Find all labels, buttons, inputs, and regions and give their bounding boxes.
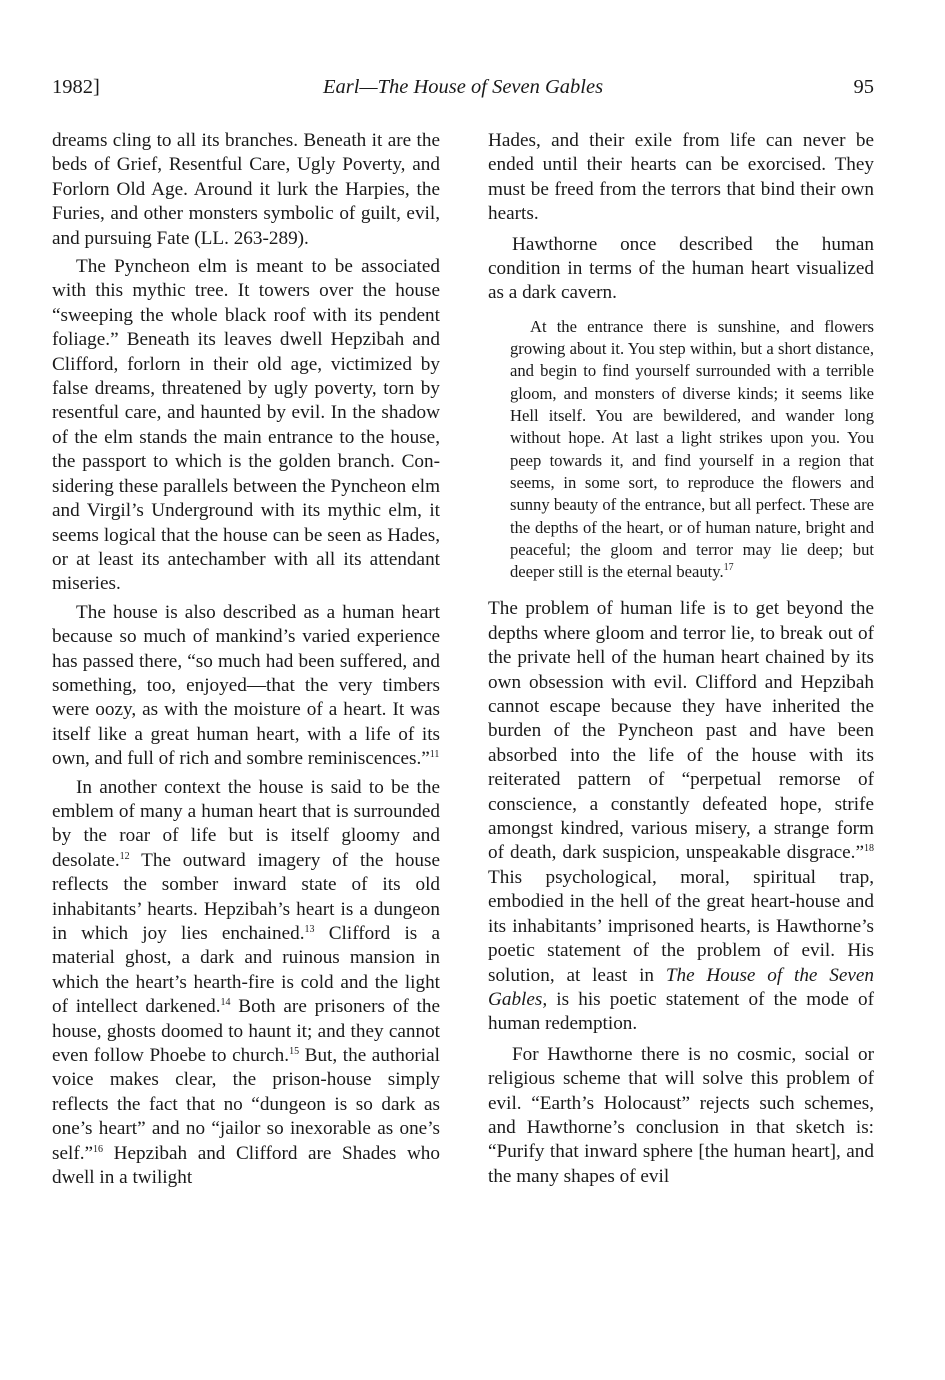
paragraph-pyncheon-elm: The Pyncheon elm is meant to be associated with this mythic tree. It towers over the house “sweeping the whole black roof with its pendent foliage.” Beneath its leaves dwell Hepzibah and Clifford, forlorn in their old age, victimized by false dreams, threatened by ugly poverty, torn by resentful care, and haunted by evil. In the shadow of the elm stands the main entrance to the house, the passport to which is the golden branch. Considering these parallels between the Pyncheon elm and Virgil’s Underground with its mythic elm, it seems logical that the house can be seen as Hades, or at least its antechamber with all its attendant miseries. xyxy=(52,256,440,595)
block-quotation xyxy=(510,316,874,584)
footnote-ref-17: 17 xyxy=(723,562,734,574)
paragraph-text: The house is also described as a human heart because so much of mankind’s varied experience has passed there, “so much had been suffered, and something, too, enjoyed—that the very timbers were oozy, as with the moisture of a heart. It was itself like a great human heart, with a life of its own, and full of rich and sombre reminiscences.” xyxy=(52,601,440,770)
page-number: 95 xyxy=(853,76,874,98)
paragraph-text: Both are prisoners of the house, ghosts doomed to haunt it; and they cannot even follow Phoebe to church. xyxy=(52,996,440,1067)
paragraph-text: The problem of human life is to get beyond the depths where gloom and terror lie, to break out of the private hell of the human heart chained by its own obsession with evil. Clifford and Hepzibah cannot escape because they have inherited the burden of the Pyncheon past and have been absorbed into the life of the house with its reiterated pattern of “perpetual remorse of conscience, a constantly defeated hope, strife amongst kindred, various misery, a strange form of death, dark suspicion, unspeakable disgrace.” xyxy=(488,598,874,864)
footnote-ref-16: 16 xyxy=(93,1143,104,1155)
paragraph-text: The outward imagery of the house reflects the somber inward state of its old inhabitants’ hearts. Hepzibah’s heart is a dungeon in which joy lies enchained. xyxy=(52,849,440,944)
book-title-italic: The House of the Seven Gables, xyxy=(488,964,874,1010)
paragraph-emblem xyxy=(52,776,440,1191)
paragraph-dark-cavern: Hawthorne once described the human condition in terms of the human heart visualized as a dark cavern. xyxy=(488,233,874,304)
running-title: Earl—The House of Seven Gables xyxy=(322,76,604,98)
quotation-text: At the entrance there is sunshine, and flowers growing about it. You step within, but a short distance, and begin to find yourself surrounded with a terrible gloom, and monsters of diverse kinds; it seems like Hell itself. You are bewildered, and wander long without hope. At last a light strikes upon you. You peep towards it, and find yourself in a region that seems, in some sort, to reproduce the flowers and sunny beauty of the entrance, but all perfect. These are the depths of the heart, or of human nature, bright and peaceful; the gloom and terror may lie deep; but deeper still is the eternal beauty. xyxy=(510,316,874,582)
footnote-ref-12: 12 xyxy=(119,850,130,862)
footnote-ref-15: 15 xyxy=(289,1046,300,1058)
running-head xyxy=(52,76,874,106)
paragraph-problem-of-life xyxy=(488,597,874,1036)
paragraph-no-cosmic-scheme: For Hawthorne there is no cosmic, social or religious scheme that will solve this problem of evil. “Earth’s Holocaust” rejects such schemes, and Hawthorne’s conclusion in that sketch is: “Purify that inward sphere [the human heart], and the many shapes of evil xyxy=(488,1043,874,1187)
paragraph-text: This psychological, moral, spiritual trap, embodied in the hell of the great heart-house and its inhabitants’ imprisoned hearts, is Hawthorne’s poetic statement of the problem of evil. His solution, at least in xyxy=(488,866,874,986)
paragraph-text: But, the authorial voice makes clear, the prison-house simply reflects the fact that no “dungeon is so dark as one’s heart” and no “jailor so inexorable as one’s self.” xyxy=(52,1045,440,1164)
footnote-ref-18: 18 xyxy=(864,843,874,855)
footnote-ref-11: 11 xyxy=(429,749,440,761)
footnote-ref-14: 14 xyxy=(220,997,231,1009)
footnote-ref-13: 13 xyxy=(304,924,315,935)
volume-year: 1982] xyxy=(52,76,100,98)
paragraph-text: is his poetic statement of the mode of human redemption. xyxy=(488,988,874,1035)
left-column xyxy=(52,129,440,1190)
paragraph-house-heart xyxy=(52,601,440,772)
paragraph-text: Clifford is a material ghost, a dark and ruinous mansion in which the heart’s hearth-fire is cold and the light of intellect darkened. xyxy=(52,923,440,1018)
paragraph-text: Hepzibah and Clifford are Shades who dwell in a twilight xyxy=(52,1142,440,1189)
paragraph-text: In another context the house is said to be the emblem of many a human heart that is surrounded by the roar of life but is itself gloomy and desolate. xyxy=(52,776,440,871)
paragraph-continued: Hades, and their exile from life can never be ended until their hearts can be exorcised. They must be freed from the terrors that bind their own hearts. xyxy=(488,130,874,225)
paragraph-continued: dreams cling to all its branches. Beneath it are the beds of Grief, Resentful Care, Ugly Poverty, and Forlorn Old Age. Around it lurk the Harpies, the Furies, and other monsters symbolic of guilt, evil, and pursuing Fate (LL. 263-289). xyxy=(52,130,440,249)
right-column xyxy=(488,129,874,1189)
